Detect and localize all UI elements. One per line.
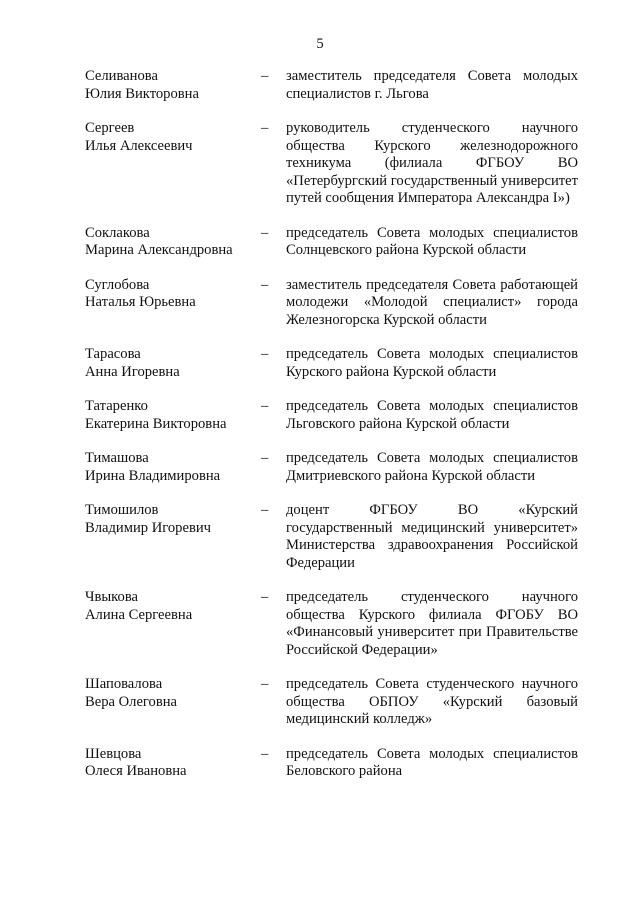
- member-entry: [85, 450, 580, 485]
- member-description: председатель Совета молодых специалистов Дмитриевского района Курской области: [286, 450, 578, 484]
- member-dash: –: [261, 68, 269, 84]
- member-description: доцент ФГБОУ ВО «Курский государственный медицинский университет» Министерства здравоохранения Российской Федерации: [286, 502, 578, 571]
- member-description: председатель Совета студенческого научного общества ОБПОУ «Курский базовый медицинский колледж»: [286, 676, 578, 727]
- member-entry: [85, 277, 580, 330]
- member-given-name: Юлия Викторовна: [85, 85, 199, 102]
- member-description: председатель Совета молодых специалистов Льговского района Курской области: [286, 398, 578, 432]
- member-surname: Сергеев: [85, 120, 135, 136]
- member-description: председатель студенческого научного общества Курского филиала ФГОБУ ВО «Финансовый университет при Правительстве Российской Федерации»: [286, 589, 578, 658]
- member-surname: Соклакова: [85, 224, 150, 241]
- member-given-name: Вера Олеговна: [85, 693, 178, 710]
- member-given-name: Илья Алексеевич: [85, 137, 193, 154]
- member-description: председатель Совета молодых специалистов Беловского района: [286, 745, 578, 779]
- member-name: [85, 502, 261, 537]
- member-name: [85, 746, 261, 781]
- member-surname: Шаповалова: [85, 676, 163, 692]
- member-surname: Шевцова: [85, 745, 142, 762]
- member-surname: Тимошилов: [85, 502, 159, 518]
- page-number: 5: [316, 36, 324, 52]
- member-description: председатель Совета молодых специалистов Солнцевского района Курской области: [286, 224, 578, 258]
- member-entry: [85, 120, 580, 208]
- member-name: [85, 346, 261, 381]
- member-description: руководитель студенческого научного общества Курского железнодорожного техникума (филиала ФГБОУ ВО «Петербургский государственный университет путей сообщения Императора Александра I»): [286, 120, 578, 206]
- member-entry: [85, 398, 580, 433]
- member-description: заместитель председателя Совета молодых специалистов г. Льгова: [286, 68, 578, 102]
- member-name: [85, 120, 261, 155]
- member-entry: [85, 676, 580, 729]
- member-given-name: Владимир Игоревич: [85, 519, 211, 536]
- member-surname: Селиванова: [85, 68, 158, 84]
- member-given-name: Марина Александровна: [85, 242, 233, 258]
- member-name: [85, 589, 261, 624]
- member-dash: –: [261, 745, 269, 762]
- member-list: [85, 68, 580, 781]
- member-description: заместитель председателя Совета работающей молодежи «Молодой специалист» города Железногорска Курской области: [286, 276, 578, 328]
- member-dash: –: [261, 224, 269, 241]
- member-dash: –: [261, 276, 269, 293]
- member-given-name: Олеся Ивановна: [85, 763, 187, 779]
- member-given-name: Алина Сергеевна: [85, 606, 193, 623]
- member-dash: –: [261, 120, 269, 136]
- member-dash: –: [261, 398, 269, 414]
- member-entry: [85, 502, 580, 572]
- member-dash: –: [261, 450, 269, 466]
- member-entry: [85, 68, 580, 103]
- member-given-name: Ирина Владимировна: [85, 467, 221, 484]
- member-given-name: Анна Игоревна: [85, 363, 180, 380]
- member-surname: Тимашова: [85, 450, 149, 466]
- member-name: [85, 225, 261, 260]
- member-given-name: Наталья Юрьевна: [85, 294, 196, 310]
- member-given-name: Екатерина Викторовна: [85, 415, 227, 432]
- member-surname: Суглобова: [85, 276, 150, 293]
- member-entry: [85, 589, 580, 659]
- member-name: [85, 277, 261, 312]
- member-name: [85, 398, 261, 433]
- member-dash: –: [261, 502, 269, 518]
- member-name: [85, 68, 261, 103]
- member-name: [85, 676, 261, 711]
- member-dash: –: [261, 676, 269, 692]
- member-entry: [85, 346, 580, 381]
- member-surname: Тарасова: [85, 346, 141, 362]
- member-description: председатель Совета молодых специалистов Курского района Курской области: [286, 346, 578, 380]
- member-name: [85, 450, 261, 485]
- member-entry: [85, 746, 580, 781]
- member-entry: [85, 225, 580, 260]
- member-surname: Татаренко: [85, 398, 148, 414]
- member-dash: –: [261, 589, 269, 605]
- member-surname: Чвыкова: [85, 589, 139, 605]
- member-dash: –: [261, 346, 269, 362]
